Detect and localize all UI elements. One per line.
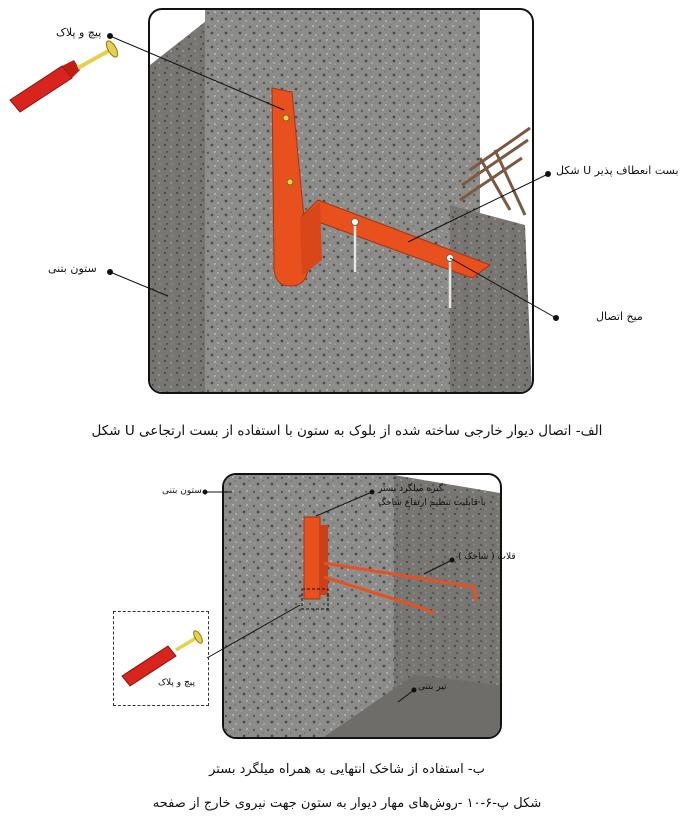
label-adjustable-clip-2: با قابلیت تنظیم ارتفاع شاخک bbox=[378, 498, 486, 508]
plug-detail-box bbox=[113, 611, 209, 706]
label-concrete-column-a: ستون بتنی bbox=[48, 262, 97, 275]
label-concrete-beam: تیر بتنی bbox=[418, 682, 447, 692]
label-u-bracket: بست انعطاف پذیر U شکل bbox=[556, 164, 679, 177]
label-adjustable-clip-1: گیره میلگرد بستر bbox=[378, 484, 444, 494]
caption-panel-a: الف- اتصال دیوار خارجی ساخته شده از بلوک به ستون با استفاده از بست ارتجاعی U شکل bbox=[91, 423, 603, 439]
figure-caption: شکل پ-۶-۱۰ -روش‌های مهار دیوار به ستون جهت نیروی خارج از صفحه bbox=[152, 796, 542, 811]
label-connection-nail: میخ اتصال bbox=[596, 310, 643, 323]
caption-panel-b: ب- استفاده از شاخک انتهایی به همراه میلگرد بستر bbox=[209, 762, 485, 777]
label-screw-plug-a: پیچ و پلاک bbox=[56, 26, 102, 39]
label-screw-plug-b: پیچ و پلاک bbox=[158, 678, 196, 688]
label-hook: قلاب ( شاخک ) bbox=[458, 552, 516, 562]
screw-plug-icon-a bbox=[10, 39, 120, 112]
label-concrete-column-b: ستون بتنی bbox=[162, 486, 202, 496]
